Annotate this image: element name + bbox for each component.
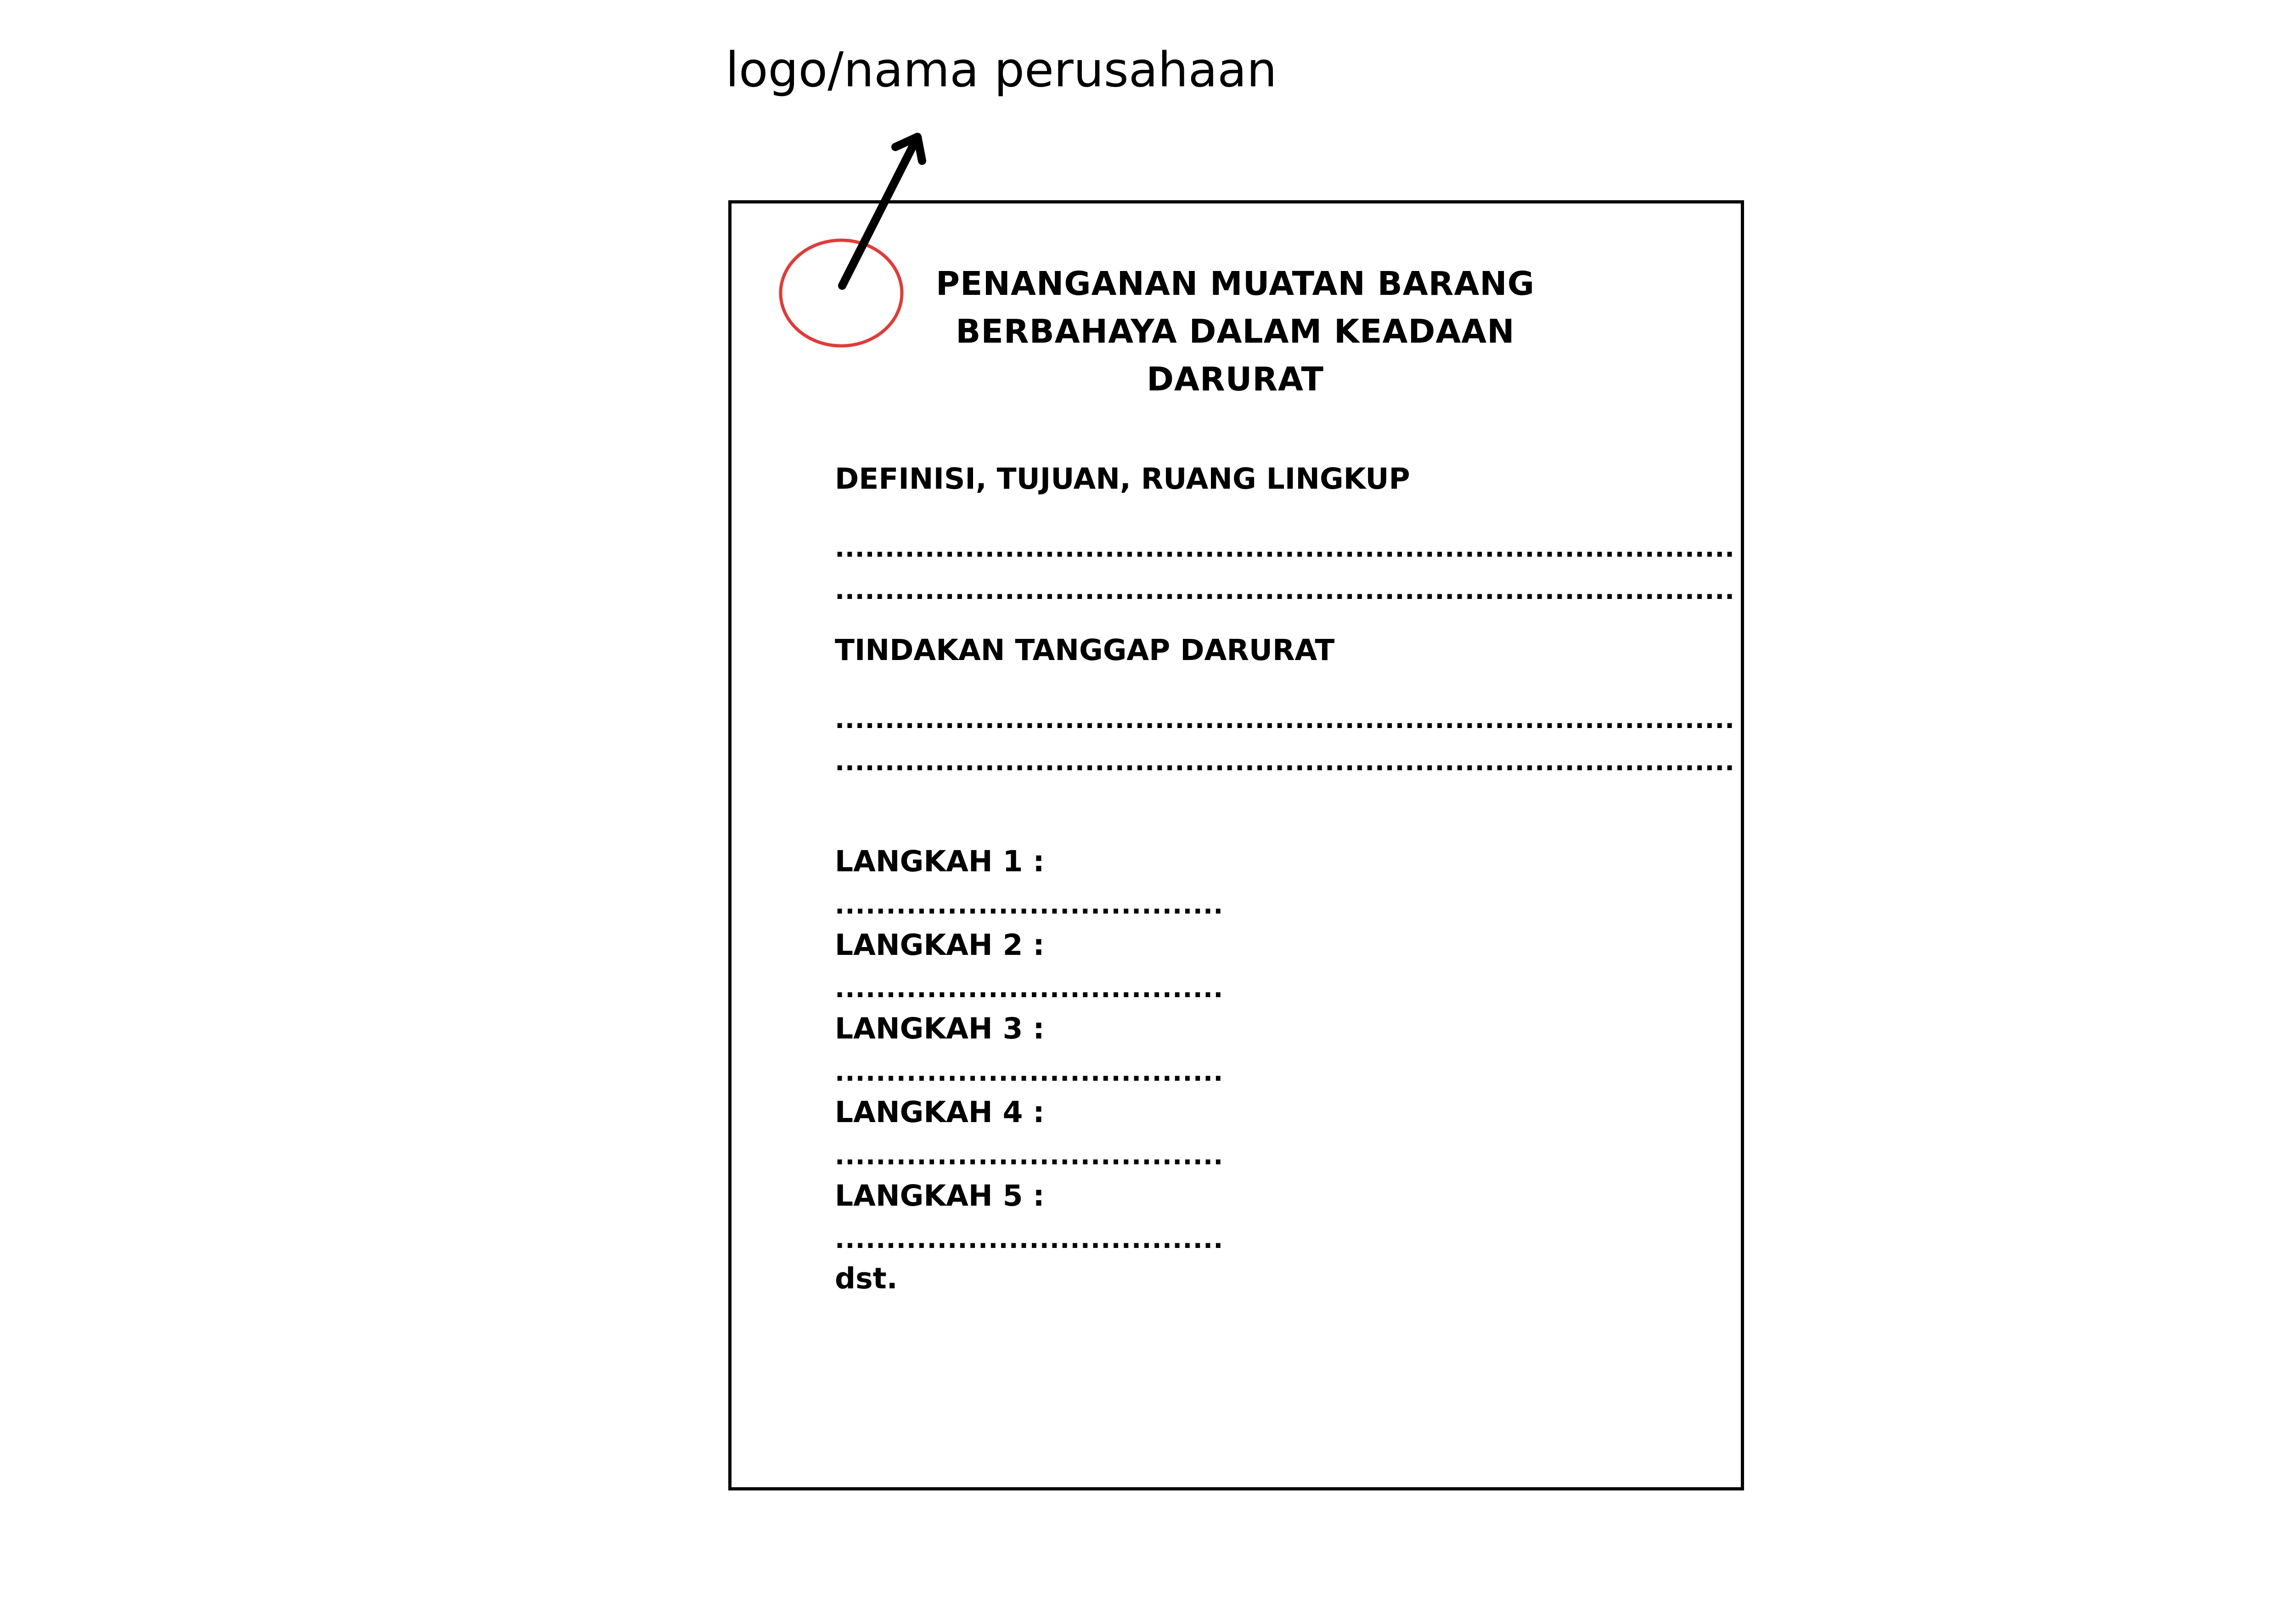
- step-label: LANGKAH 2 :: [835, 928, 1045, 962]
- step-label: LANGKAH 4 :: [835, 1095, 1045, 1129]
- logo-annotation-label: logo/nama perusahaan: [726, 42, 1277, 98]
- document-footer-etc: dst.: [835, 1262, 898, 1295]
- step-value: ......................................: [835, 890, 1224, 920]
- dotted-fill-line: ..........................................................................................: [835, 747, 1735, 777]
- step-value: ......................................: [835, 974, 1224, 1004]
- section-heading-definisi: DEFINISI, TUJUAN, RUANG LINGKUP: [835, 462, 1410, 496]
- step-label: LANGKAH 3 :: [835, 1012, 1045, 1045]
- dotted-fill-line: ..........................................................................................: [835, 705, 1735, 734]
- dotted-fill-line: ..........................................................................................: [835, 533, 1735, 563]
- step-value: ......................................: [835, 1057, 1224, 1087]
- section-heading-tindakan: TINDAKAN TANGGAP DARURAT: [835, 633, 1335, 667]
- step-value: ......................................: [835, 1225, 1224, 1254]
- document-title: PENANGANAN MUATAN BARANG BERBAHAYA DALAM KEADAAN DARURAT: [935, 265, 1535, 398]
- step-label: LANGKAH 1 :: [835, 845, 1045, 878]
- dotted-fill-line: ..........................................................................................: [835, 576, 1735, 605]
- step-value: ......................................: [835, 1141, 1224, 1171]
- step-label: LANGKAH 5 :: [835, 1179, 1045, 1213]
